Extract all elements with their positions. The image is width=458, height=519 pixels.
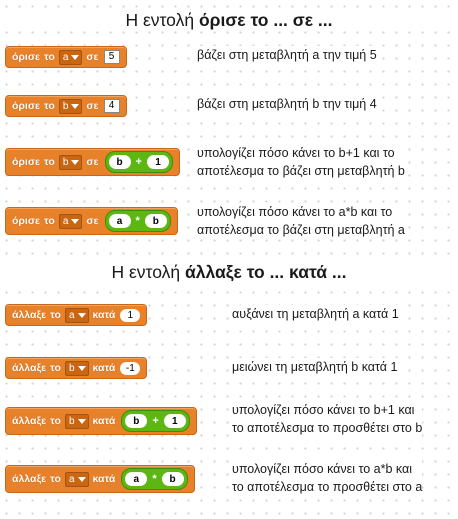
keyword-change: άλλαξε	[12, 362, 47, 374]
heading-set-bold: όρισε το ... σε ...	[198, 10, 333, 30]
description-set-2	[197, 95, 377, 113]
change-block-a-times[interactable]	[5, 465, 195, 493]
operand-right[interactable]: b	[162, 472, 184, 486]
multiplication-operator-block[interactable]	[121, 468, 187, 490]
description-set-4	[197, 203, 405, 239]
variable-dropdown[interactable]	[65, 308, 89, 323]
operator-symbol: +	[152, 415, 159, 427]
description-line: βάζει στη μεταβλητή b την τιμή 4	[197, 97, 377, 111]
multiplication-operator-block[interactable]	[105, 210, 171, 232]
keyword-to: το	[44, 156, 55, 168]
variable-name: b	[68, 362, 75, 374]
keyword-set: όρισε	[12, 215, 40, 227]
keyword-set: όρισε	[12, 156, 40, 168]
set-block-b-plus[interactable]	[5, 148, 180, 176]
description-line: υπολογίζει πόσο κάνει το a*b και το	[197, 205, 393, 219]
variable-dropdown[interactable]	[59, 50, 83, 65]
operator-symbol: *	[135, 215, 140, 227]
variable-dropdown[interactable]	[65, 361, 89, 376]
variable-dropdown[interactable]	[65, 414, 89, 429]
keyword-change: άλλαξε	[12, 309, 47, 321]
operator-symbol: +	[135, 156, 142, 168]
keyword-to: το	[50, 362, 61, 374]
description-set-3	[197, 144, 405, 180]
variable-name: b	[62, 100, 69, 112]
variable-name: a	[62, 51, 69, 63]
caret-down-icon	[78, 419, 86, 424]
heading-change-bold: άλλαξε το ... κατά ...	[184, 262, 347, 282]
set-block-a-times[interactable]	[5, 207, 178, 235]
caret-down-icon	[71, 55, 79, 60]
operand-left[interactable]: a	[125, 472, 147, 486]
operator-symbol: *	[152, 473, 157, 485]
caret-down-icon	[71, 104, 79, 109]
description-line: υπολογίζει πόσο κάνει το b+1 και το	[197, 146, 395, 160]
change-block-b-minus-1[interactable]	[5, 357, 147, 379]
set-block-a-5[interactable]	[5, 46, 127, 68]
heading-change-prefix: Η εντολή	[111, 262, 185, 282]
keyword-to: το	[44, 51, 55, 63]
variable-name: a	[62, 215, 69, 227]
keyword-change: άλλαξε	[12, 415, 47, 427]
change-block-a-1[interactable]	[5, 304, 147, 326]
variable-name: a	[68, 309, 75, 321]
keyword-to: το	[50, 473, 61, 485]
caret-down-icon	[78, 313, 86, 318]
description-line: το αποτέλεσμα το προσθέτει στο a	[232, 480, 423, 494]
keyword-by: κατά	[92, 309, 116, 321]
value-input[interactable]: -1	[120, 362, 140, 375]
variable-name: b	[62, 156, 69, 168]
variable-dropdown[interactable]	[65, 472, 89, 487]
operand-right[interactable]: 1	[147, 155, 169, 169]
description-change-4	[232, 460, 422, 496]
heading-set-prefix: Η εντολή	[125, 10, 199, 30]
caret-down-icon	[78, 477, 86, 482]
keyword-in: σε	[86, 100, 99, 112]
description-change-3	[232, 401, 422, 437]
description-line: αποτέλεσμα το βάζει στη μεταβλητή a	[197, 223, 405, 237]
value-input[interactable]: 1	[120, 309, 140, 322]
description-line: υπολογίζει πόσο κάνει το b+1 και	[232, 403, 415, 417]
description-set-1	[197, 46, 377, 64]
operand-left[interactable]: b	[125, 414, 147, 428]
keyword-by: κατά	[92, 473, 116, 485]
description-line: μειώνει τη μεταβλητή b κατά 1	[232, 360, 398, 374]
variable-name: a	[68, 473, 75, 485]
description-line: το αποτέλεσμα το προσθέτει στο b	[232, 421, 423, 435]
keyword-to: το	[50, 415, 61, 427]
description-line: αυξάνει τη μεταβλητή a κατά 1	[232, 307, 399, 321]
addition-operator-block[interactable]	[105, 151, 173, 173]
value-input[interactable]: 5	[104, 50, 120, 64]
keyword-by: κατά	[92, 415, 116, 427]
description-line: υπολογίζει πόσο κάνει το a*b και	[232, 462, 413, 476]
keyword-to: το	[50, 309, 61, 321]
description-change-1	[232, 305, 399, 323]
keyword-set: όρισε	[12, 100, 40, 112]
change-block-b-plus[interactable]	[5, 407, 197, 435]
keyword-in: σε	[86, 156, 99, 168]
description-line: βάζει στη μεταβλητή a την τιμή 5	[197, 48, 377, 62]
keyword-in: σε	[86, 215, 99, 227]
set-block-b-4[interactable]	[5, 95, 127, 117]
variable-name: b	[68, 415, 75, 427]
description-change-2	[232, 358, 397, 376]
keyword-by: κατά	[92, 362, 116, 374]
keyword-set: όρισε	[12, 51, 40, 63]
operand-right[interactable]: b	[145, 214, 167, 228]
variable-dropdown[interactable]	[59, 155, 83, 170]
addition-operator-block[interactable]	[121, 410, 189, 432]
description-line: αποτέλεσμα το βάζει στη μεταβλητή b	[197, 164, 405, 178]
heading-set-command	[0, 10, 458, 31]
operand-right[interactable]: 1	[164, 414, 186, 428]
operand-left[interactable]: a	[109, 214, 131, 228]
caret-down-icon	[71, 219, 79, 224]
keyword-to: το	[44, 215, 55, 227]
value-input[interactable]: 4	[104, 99, 120, 113]
operand-left[interactable]: b	[109, 155, 131, 169]
heading-change-command	[0, 262, 458, 283]
keyword-to: το	[44, 100, 55, 112]
caret-down-icon	[78, 366, 86, 371]
keyword-change: άλλαξε	[12, 473, 47, 485]
keyword-in: σε	[86, 51, 99, 63]
variable-dropdown[interactable]	[59, 214, 83, 229]
caret-down-icon	[71, 160, 79, 165]
variable-dropdown[interactable]	[59, 99, 83, 114]
